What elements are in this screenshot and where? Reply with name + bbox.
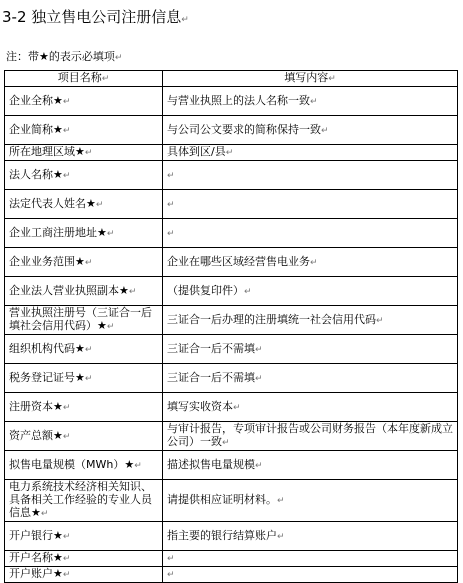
cell-mark-icon: ↵ — [255, 373, 263, 384]
cell-mark-icon: ↵ — [255, 344, 263, 355]
cell-mark-icon: ↵ — [134, 460, 142, 471]
table-row — [5, 451, 458, 480]
table-row — [5, 306, 458, 335]
table-header-row — [5, 71, 458, 87]
cell-mark-icon: ↵ — [84, 148, 93, 158]
cell-mark-icon: ↵ — [62, 96, 71, 107]
content-cell[interactable] — [163, 190, 458, 219]
content-cell[interactable]: 指主要的银行结算账户↵ — [163, 522, 458, 551]
cell-mark-icon: ↵ — [328, 74, 336, 84]
content-cell[interactable] — [163, 161, 458, 190]
cell-mark-icon: ↵ — [277, 496, 285, 506]
table-row — [5, 480, 458, 522]
cell-mark-icon: ↵ — [84, 344, 93, 355]
item-name-cell: 拟售电量规模（MWh）★↵ — [5, 451, 163, 480]
content-cell[interactable]: 三证合一后不需填↵ — [163, 364, 458, 393]
content-cell[interactable] — [163, 219, 458, 248]
paragraph-mark-icon: ↵ — [114, 53, 123, 63]
item-name-cell: 开户银行★↵ — [5, 522, 163, 551]
content-cell[interactable]: 企业在哪些区域经营售电业务↵ — [163, 248, 458, 277]
cell-mark-icon: ↵ — [84, 257, 93, 268]
cell-mark-icon: ↵ — [310, 257, 318, 268]
item-name-cell: 营业执照注册号（三证合一后填社会信用代码）★↵ — [5, 306, 163, 335]
content-cell[interactable]: （提供复印件）↵ — [163, 277, 458, 306]
item-name-cell: 电力系统技术经济相关知识、具备相关工作经验的专业人员信息★↵ — [5, 480, 163, 522]
cell-mark-icon: ↵ — [310, 96, 318, 107]
content-cell[interactable]: 与公司公文要求的简称保持一致↵ — [163, 116, 458, 145]
cell-mark-icon: ↵ — [101, 74, 110, 84]
content-cell[interactable]: 与审计报告，专项审计报告或公司财务报告（本年度新成立公司）一致↵ — [163, 422, 458, 451]
cell-mark-icon: ↵ — [62, 531, 71, 542]
cell-mark-icon: ↵ — [167, 554, 175, 564]
content-cell[interactable]: 填写实收资本↵ — [163, 393, 458, 422]
cell-mark-icon: ↵ — [244, 286, 252, 297]
item-name-cell: 法定代表人姓名★↵ — [5, 190, 163, 219]
header-item-name: 项目名称↵ — [5, 71, 163, 87]
cell-mark-icon: ↵ — [376, 315, 384, 326]
table-row — [5, 422, 458, 451]
cell-mark-icon: ↵ — [62, 554, 71, 564]
required-note: 注：带★的表示必填项↵ — [6, 50, 123, 63]
content-cell[interactable]: 描述拟售电量规模↵ — [163, 451, 458, 480]
item-name-cell: 企业业务范围★↵ — [5, 248, 163, 277]
item-name-cell: 所在地理区域★↵ — [5, 145, 163, 161]
cell-mark-icon: ↵ — [233, 402, 241, 413]
table-row — [5, 190, 458, 219]
cell-mark-icon: ↵ — [255, 460, 263, 471]
cell-mark-icon: ↵ — [167, 199, 175, 210]
cell-mark-icon: ↵ — [277, 531, 285, 542]
cell-mark-icon: ↵ — [62, 570, 71, 580]
table-row — [5, 248, 458, 277]
table-row — [5, 145, 458, 161]
cell-mark-icon: ↵ — [62, 170, 71, 181]
table-row — [5, 116, 458, 145]
item-name-cell: 组织机构代码★↵ — [5, 335, 163, 364]
cell-mark-icon: ↵ — [62, 402, 71, 413]
cell-mark-icon: ↵ — [225, 148, 234, 158]
table-row — [5, 522, 458, 551]
table-row — [5, 219, 458, 248]
cell-mark-icon: ↵ — [128, 286, 137, 297]
cell-mark-icon: ↵ — [167, 570, 175, 580]
table-row — [5, 277, 458, 306]
cell-mark-icon: ↵ — [321, 125, 329, 136]
item-name-cell: 法人名称★↵ — [5, 161, 163, 190]
content-cell[interactable]: 请提供相应证明材料。↵ — [163, 480, 458, 522]
table-row — [5, 364, 458, 393]
item-name-cell: 企业工商注册地址★↵ — [5, 219, 163, 248]
content-cell[interactable]: 三证合一后办理的注册填统一社会信用代码↵ — [163, 306, 458, 335]
cell-mark-icon: ↵ — [106, 228, 115, 239]
content-cell[interactable] — [163, 567, 458, 583]
cell-mark-icon: ↵ — [106, 322, 115, 332]
page-title: 3-2 独立售电公司注册信息↵ — [2, 8, 189, 26]
paragraph-mark-icon: ↵ — [181, 15, 189, 25]
item-name-cell: 开户名称★↵ — [5, 551, 163, 567]
item-name-cell: 注册资本★↵ — [5, 393, 163, 422]
cell-mark-icon: ↵ — [84, 373, 93, 384]
header-fill-content: 填写内容↵ — [163, 71, 458, 87]
content-cell[interactable]: 与营业执照上的法人名称一致↵ — [163, 87, 458, 116]
cell-mark-icon: ↵ — [167, 228, 175, 239]
table-row — [5, 161, 458, 190]
table-row — [5, 567, 458, 583]
table-row — [5, 551, 458, 567]
cell-mark-icon: ↵ — [222, 438, 230, 448]
table-row — [5, 335, 458, 364]
cell-mark-icon: ↵ — [95, 199, 104, 210]
cell-mark-icon: ↵ — [62, 431, 71, 442]
item-name-cell: 税务登记证号★↵ — [5, 364, 163, 393]
content-cell[interactable] — [163, 551, 458, 567]
registration-info-table — [4, 70, 458, 583]
cell-mark-icon: ↵ — [62, 125, 71, 136]
cell-mark-icon: ↵ — [40, 509, 49, 519]
item-name-cell: 企业法人营业执照副本★↵ — [5, 277, 163, 306]
table-row — [5, 393, 458, 422]
item-name-cell: 企业简称★↵ — [5, 116, 163, 145]
content-cell[interactable]: 三证合一后不需填↵ — [163, 335, 458, 364]
cell-mark-icon: ↵ — [167, 170, 175, 181]
item-name-cell: 企业全称★↵ — [5, 87, 163, 116]
item-name-cell: 开户账户★↵ — [5, 567, 163, 583]
item-name-cell: 资产总额★↵ — [5, 422, 163, 451]
content-cell[interactable]: 具体到区/县↵ — [163, 145, 458, 161]
table-row — [5, 87, 458, 116]
